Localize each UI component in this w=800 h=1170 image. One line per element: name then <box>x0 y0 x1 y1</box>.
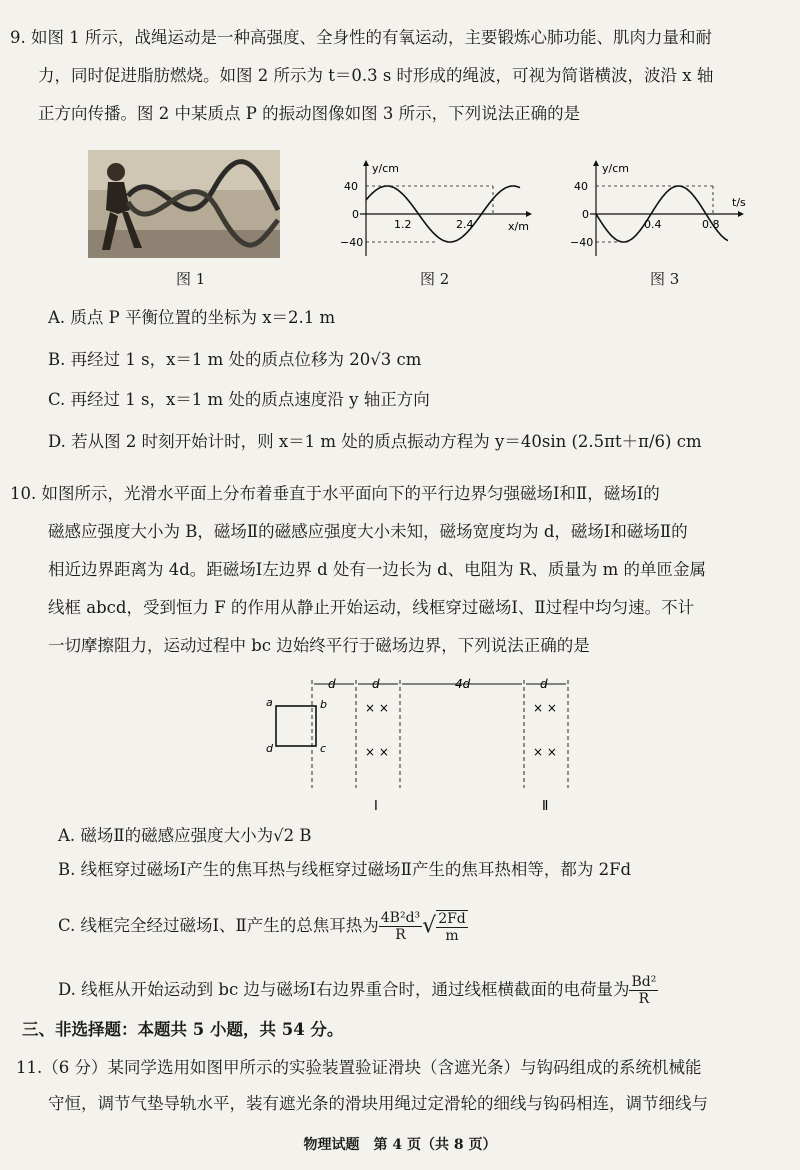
q11-line-1: 11.（6 分）某同学选用如图甲所示的实验装置验证滑块（含遮光条）与钩码组成的系统机械能 <box>16 1058 702 1077</box>
q10-option-c-text: C. 线框完全经过磁场Ⅰ、Ⅱ产生的总焦耳热为 <box>58 916 379 935</box>
fig3-y-pos: 40 <box>574 180 588 193</box>
q10-option-d-fraction <box>629 974 658 1007</box>
q10-label-d2: d <box>372 677 380 691</box>
fig3-caption: 图 3 <box>650 270 680 288</box>
fig2-origin: 0 <box>352 208 359 221</box>
q10-field1-label: Ⅰ <box>374 799 378 814</box>
q10-label-d1: d <box>328 677 336 691</box>
q10-option-b: B. 线框穿过磁场Ⅰ产生的焦耳热与线框穿过磁场Ⅱ产生的焦耳热相等，都为 2Fd <box>58 860 632 879</box>
fig2-xlabel: x/m <box>508 220 529 233</box>
q10-option-c-fraction <box>379 910 422 943</box>
q10-d-frac-num: Bd² <box>631 974 657 990</box>
q10-field1-cross-bottom: × × <box>365 745 389 759</box>
q10-c-frac-den: R <box>395 927 406 943</box>
fig3-tick-1: 0.4 <box>644 218 662 231</box>
q10-c-sqrt-den: m <box>445 927 459 944</box>
fig3-xlabel: t/s <box>732 196 746 209</box>
q9-option-b: B. 再经过 1 s，x＝1 m 处的质点位移为 20√3 cm <box>48 350 422 369</box>
q9-stem-line-1: 9. 如图 1 所示，战绳运动是一种高强度、全身性的有氧运动，主要锻炼心肺功能、肌肉力量和耐 <box>10 28 712 47</box>
fig1-caption: 图 1 <box>176 270 206 288</box>
q10-field2-cross-top: × × <box>533 701 557 715</box>
q10-stem-line-3: 相近边界距离为 4d。距磁场Ⅰ左边界 d 处有一边长为 d、电阻为 R、质量为 m 的单匝金属 <box>48 560 706 579</box>
q10-field1-cross-top: × × <box>365 701 389 715</box>
q10-corner-a: a <box>266 696 273 709</box>
page-footer: 物理试题 第 4 页（共 8 页） <box>303 1137 497 1153</box>
q9-stem-line-2: 力，同时促进脂肪燃烧。如图 2 所示为 t＝0.3 s 时形成的绳波，可视为简谐横波，波沿 x 轴 <box>38 66 714 85</box>
fig3-tick-2: 0.8 <box>702 218 720 231</box>
q10-c-frac-num: 4B²d³ <box>380 910 421 926</box>
fig2-wave-graph <box>338 158 538 258</box>
q10-option-d-text: D. 线框从开始运动到 bc 边与磁场Ⅰ右边界重合时，通过线框横截面的电荷量为 <box>58 980 630 999</box>
q9-option-d: D. 若从图 2 时刻开始计时，则 x＝1 m 处的质点振动方程为 y＝40sin (2.5πt＋π/6) cm <box>48 432 702 451</box>
q10-stem-line-5: 一切摩擦阻力，运动过程中 bc 边始终平行于磁场边界，下列说法正确的是 <box>48 636 590 655</box>
q10-option-a: A. 磁场Ⅱ的磁感应强度大小为√2 B <box>58 826 312 845</box>
q9-option-a: A. 质点 P 平衡位置的坐标为 x＝2.1 m <box>48 308 336 327</box>
fig3-vibration-graph <box>568 158 768 258</box>
q10-field2-cross-bottom: × × <box>533 745 557 759</box>
q10-wire-frame <box>276 706 316 746</box>
q9-option-c: C. 再经过 1 s，x＝1 m 处的质点速度沿 y 轴正方向 <box>48 390 430 409</box>
section3-heading: 三、非选择题：本题共 5 小题，共 54 分。 <box>22 1020 344 1039</box>
fig2-tick-1: 1.2 <box>394 218 412 231</box>
q10-c-sqrt-num: 2Fd <box>438 910 466 927</box>
q10-option-d <box>58 970 658 1010</box>
q10-stem-line-1: 10. 如图所示，光滑水平面上分布着垂直于水平面向下的平行边界匀强磁场Ⅰ和Ⅱ，磁场Ⅰ的 <box>10 484 660 503</box>
q10-field2-label: Ⅱ <box>542 799 549 814</box>
q10-option-c-sqrt <box>436 910 468 944</box>
q9-stem-line-3: 正方向传播。图 2 中某质点 P 的振动图像如图 3 所示，下列说法正确的是 <box>38 104 581 123</box>
fig2-ylabel: y/cm <box>372 162 399 175</box>
fig2-tick-2: 2.4 <box>456 218 474 231</box>
q10-corner-d: d <box>266 742 273 755</box>
fig2-y-neg: −40 <box>340 236 364 249</box>
fig2-caption: 图 2 <box>420 270 450 288</box>
fig2-y-pos: 40 <box>344 180 358 193</box>
fig1-battle-rope-photo <box>88 150 280 258</box>
q10-stem-line-4: 线框 abcd，受到恒力 F 的作用从静止开始运动，线框穿过磁场Ⅰ、Ⅱ过程中均匀速。不计 <box>48 598 695 617</box>
fig3-origin: 0 <box>582 208 589 221</box>
fig3-ylabel: y/cm <box>602 162 629 175</box>
q10-label-4d: 4d <box>455 677 471 691</box>
q10-stem-line-2: 磁感应强度大小为 B，磁场Ⅱ的磁感应强度大小未知，磁场宽度均为 d，磁场Ⅰ和磁场Ⅱ的 <box>48 522 688 541</box>
q10-d-frac-den: R <box>638 991 650 1007</box>
q10-corner-c: c <box>320 742 327 755</box>
q10-label-d3: d <box>540 677 548 691</box>
fig2-wave-sine <box>366 173 518 242</box>
q10-magnetic-field-figure <box>262 672 592 822</box>
q10-option-c: C. 线框完全经过磁场Ⅰ、Ⅱ产生的总焦耳热为 $\frac{\text{4B²d³}}{R}$ √ $\frac{2Fd}{m}$ <box>58 910 466 944</box>
q11-line-2: 守恒，调节气垫导轨水平，装有遮光条的滑块用绳过定滑轮的细线与钩码相连，调节细线与 <box>48 1094 708 1113</box>
q10-corner-b: b <box>320 698 327 711</box>
fig3-y-neg: −40 <box>570 236 594 249</box>
